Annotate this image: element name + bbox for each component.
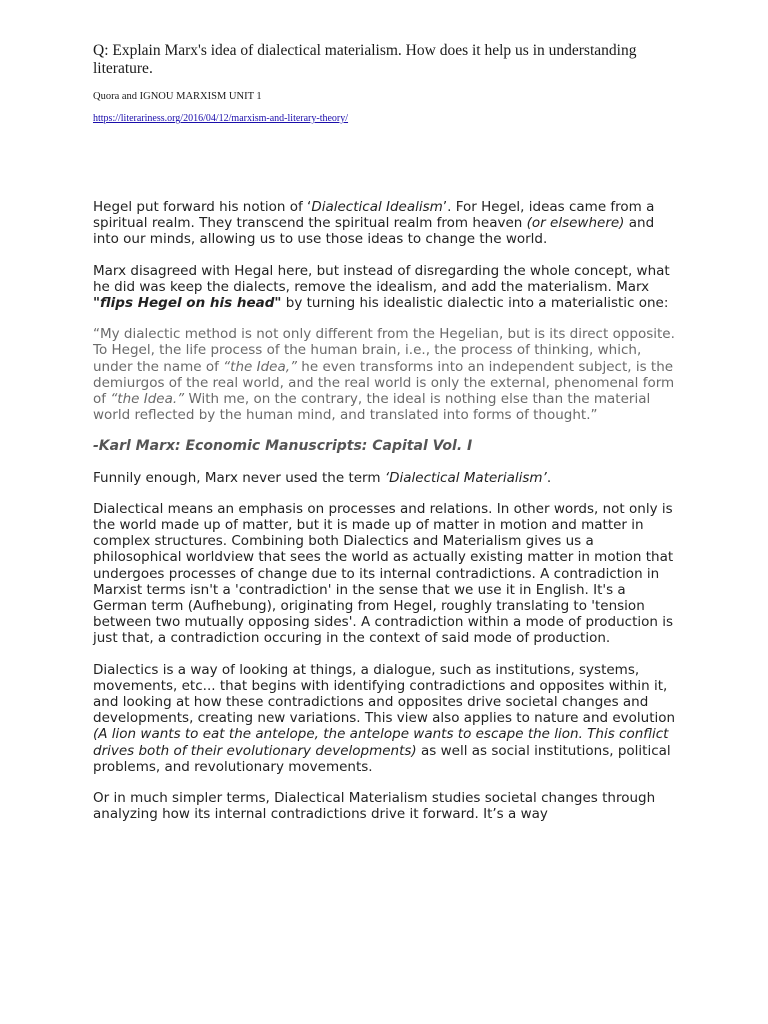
paragraph-dialectical-meaning: Dialectical means an emphasis on processes and relations. In other words, not only is the world made up of matter, but it is made up of matter in motion and matter in complex structures. Combining both Dialectics and Materialism gives us a philosophical worldview that sees the world as actually existing matter in motion that undergoes processes of change due to its internal contradictions. A contradiction in Marxist terms isn't a 'contradiction' in the sense that we use it in English. It's a German term (Aufhebung), originating from Hegel, roughly translating to 'tension between two mutually opposing sides'. A contradiction within a mode of production is just that, a contradiction occuring in the context of said mode of production. [93,500,674,647]
reference-link[interactable]: https://literariness.org/2016/04/12/marxism-and-literary-theory/ [93,113,349,124]
question-heading: Q: Explain Marx's idea of dialectical materialism. How does it help us in understanding literature. [93,42,637,77]
source-note: Quora and IGNOU MARXISM UNIT 1 [93,91,262,102]
paragraph-hegel: Hegel put forward his notion of ‘Dialectical Idealism’. For Hegel, ideas came from a spiritual realm. They transcend the spiritual realm from heaven (or elsewhere) and into our minds, allowing us to use those ideas to change the world. [93,199,655,248]
paragraph-simpler-terms: Or in much simpler terms, Dialectical Materialism studies societal changes through analyzing how its internal contradictions drive it forward. It’s a way [93,790,656,823]
paragraph-never-used-term: Funnily enough, Marx never used the term ‘Dialectical Materialism’. [93,469,552,486]
block-quote: “My dialectic method is not only different from the Hegelian, but is its direct opposite. To Hegel, the life process of the human brain, i.e., the process of thinking, which, under the name of “the Idea,” he even transforms into an independent subject, is the demiurgos of the real world, and the real world is only the external, phenomenal form of “the Idea.” With me, on the contrary, the ideal is nothing else than the material world reflected by the human mind, and translated into forms of thought.” [93,326,675,424]
paragraph-marx-flips: Marx disagreed with Hegal here, but instead of disregarding the whole concept, what he did was keep the dialects, remove the idealism, and add the materialism. Marx "flips Hegel on his head" by turning his idealistic dialectic into a materialistic one: [93,262,670,312]
paragraph-dialectics-way: Dialectics is a way of looking at things, a dialogue, such as institutions, systems, movements, etc... that begins with identifying contradictions and opposites within it, and looking at how these contradictions and opposites drive societal changes and developments, creating new variations. This view also applies to nature and evolution (A lion wants to eat the antelope, the antelope wants to escape the lion. This conflict drives both of their evolutionary developments) as well as social institutions, political problems, and revolutionary movements. [93,661,676,775]
document-body [93,199,679,838]
quote-citation: -Karl Marx: Economic Manuscripts: Capital Vol. I [93,438,473,455]
document-header [93,42,679,126]
